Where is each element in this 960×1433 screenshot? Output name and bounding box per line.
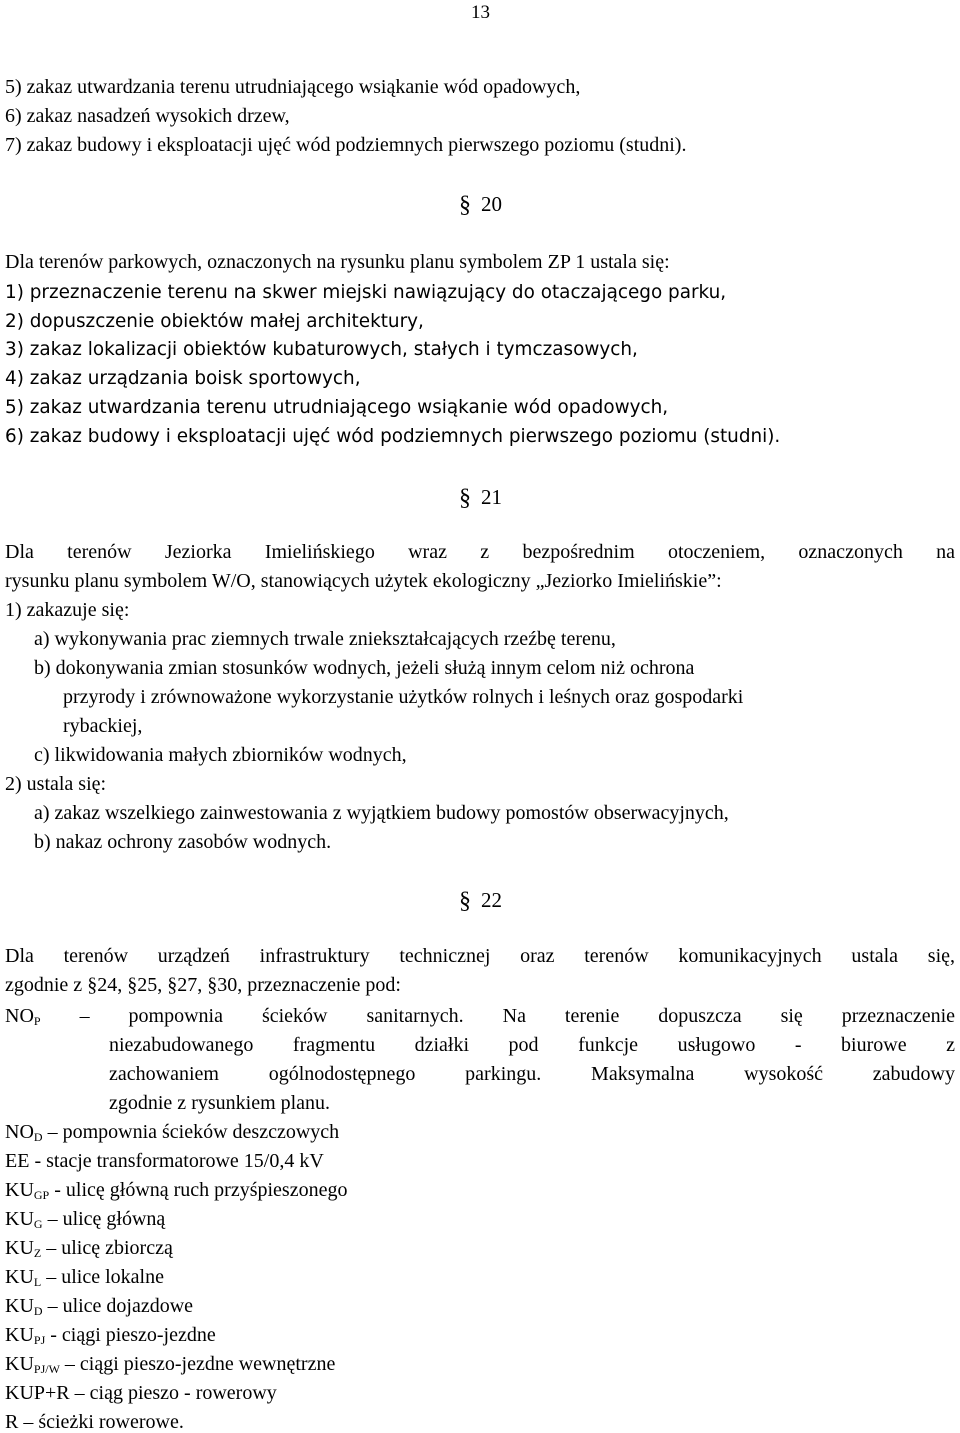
section-intro-line: rysunku planu symbolem W/O, stanowiących użytek ekologiczny „Jeziorko Imielińskie”: bbox=[5, 570, 722, 592]
symbol-description-continuation: zachowaniem ogólnodostępnego parkingu. Maksymalna wysokość zabudowy bbox=[109, 1063, 955, 1085]
symbol-subscript: P bbox=[33, 1014, 41, 1028]
sub-item: a) wykonywania prac ziemnych trwale zniekształcających rzeźbę terenu, bbox=[34, 628, 616, 650]
section-number: 22 bbox=[481, 888, 502, 912]
section-intro: Dla terenów parkowych, oznaczonych na rysunku planu symbolem ZP 1 ustala się: bbox=[5, 251, 670, 273]
symbol-definition bbox=[5, 1151, 324, 1172]
symbol-definition bbox=[5, 1238, 173, 1259]
list-item: 6) zakaz budowy i eksploatacji ujęć wód podziemnych pierwszego poziomu (studni). bbox=[5, 426, 781, 447]
symbol-definition bbox=[5, 1006, 955, 1027]
section-intro-line: zgodnie z §24, §25, §27, §30, przeznaczenie pod: bbox=[5, 974, 401, 996]
symbol-subscript: D bbox=[33, 1304, 43, 1318]
symbol-description: – pompownia ścieków deszczowych bbox=[42, 1121, 340, 1143]
list-item: 3) zakaz lokalizacji obiektów kubaturowych, stałych i tymczasowych, bbox=[5, 339, 638, 360]
list-item: 2) dopuszczenie obiektów małej architektury, bbox=[5, 311, 424, 332]
symbol-definition bbox=[5, 1412, 184, 1433]
page-number: 13 bbox=[471, 2, 490, 23]
symbol-code: R bbox=[5, 1411, 19, 1433]
symbol-subscript: G bbox=[33, 1217, 43, 1231]
point-heading: 1) zakazuje się: bbox=[5, 599, 130, 621]
section-symbol: § bbox=[459, 192, 471, 218]
point-heading: 2) ustala się: bbox=[5, 773, 107, 795]
symbol-subscript: PJ/W bbox=[33, 1362, 60, 1376]
list-item: 5) zakaz utwardzania terenu utrudniającego wsiąkanie wód opadowych, bbox=[5, 397, 669, 418]
symbol-description: – pompownia ścieków sanitarnych. Na terenie dopuszcza się przeznaczenie bbox=[79, 1005, 956, 1027]
section-symbol: § bbox=[459, 485, 471, 511]
section-heading-20 bbox=[459, 193, 502, 217]
section-intro-line: Dla terenów urządzeń infrastruktury technicznej oraz terenów komunikacyjnych ustala się, bbox=[5, 945, 955, 967]
symbol-code: KU bbox=[5, 1324, 34, 1346]
symbol-subscript: PJ bbox=[33, 1333, 46, 1347]
sub-item: b) nakaz ochrony zasobów wodnych. bbox=[34, 831, 332, 853]
sub-item: b) dokonywania zmian stosunków wodnych, jeżeli służą innym celom niż ochrona bbox=[34, 657, 695, 679]
symbol-description: – ulice dojazdowe bbox=[42, 1295, 194, 1317]
sub-item: a) zakaz wszelkiego zainwestowania z wyjątkiem budowy pomostów obserwacyjnych, bbox=[34, 802, 729, 824]
sub-item-continuation: rybackiej, bbox=[63, 715, 143, 737]
section-heading-22 bbox=[459, 889, 502, 913]
list-item: 7) zakaz budowy i eksploatacji ujęć wód podziemnych pierwszego poziomu (studni). bbox=[5, 134, 687, 156]
symbol-definition bbox=[5, 1267, 164, 1288]
list-item: 1) przeznaczenie terenu na skwer miejski nawiązujący do otaczającego parku, bbox=[5, 282, 727, 303]
symbol-code: NO bbox=[5, 1005, 34, 1027]
symbol-description: – ciągi pieszo-jezdne wewnętrzne bbox=[59, 1353, 336, 1375]
section-symbol: § bbox=[459, 888, 471, 914]
symbol-description: – ulice lokalne bbox=[41, 1266, 164, 1288]
symbol-code: KU bbox=[5, 1266, 34, 1288]
symbol-definition bbox=[5, 1296, 193, 1317]
symbol-definition bbox=[5, 1209, 165, 1230]
symbol-code: KU bbox=[5, 1237, 34, 1259]
symbol-definition bbox=[5, 1354, 335, 1375]
symbol-code: KU bbox=[5, 1208, 34, 1230]
symbol-description: - ulicę główną ruch przyśpieszonego bbox=[49, 1179, 348, 1201]
symbol-subscript: Z bbox=[33, 1246, 42, 1260]
sub-item-continuation: przyrody i zrównoważone wykorzystanie użytków rolnych i leśnych oraz gospodarki bbox=[63, 686, 744, 708]
symbol-description: - stacje transformatorowe 15/0,4 kV bbox=[29, 1150, 324, 1172]
symbol-subscript: D bbox=[33, 1130, 43, 1144]
symbol-description: – ciąg pieszo - rowerowy bbox=[69, 1382, 277, 1404]
section-intro-line: Dla terenów Jeziorka Imielińskiego wraz z bezpośrednim otoczeniem, oznaczonych na bbox=[5, 541, 955, 563]
section-number: 21 bbox=[481, 485, 502, 509]
list-item: 6) zakaz nasadzeń wysokich drzew, bbox=[5, 105, 290, 127]
symbol-definition bbox=[5, 1383, 277, 1404]
symbol-definition bbox=[5, 1122, 339, 1143]
symbol-code: KU bbox=[5, 1179, 34, 1201]
symbol-code: EE bbox=[5, 1150, 30, 1172]
symbol-code: KU bbox=[5, 1295, 34, 1317]
symbol-subscript: L bbox=[33, 1275, 42, 1289]
list-item: 4) zakaz urządzania boisk sportowych, bbox=[5, 368, 361, 389]
symbol-subscript: GP bbox=[33, 1188, 50, 1202]
sub-item: c) likwidowania małych zbiorników wodnych, bbox=[34, 744, 407, 766]
section-number: 20 bbox=[481, 192, 502, 216]
symbol-code: KUP+R bbox=[5, 1382, 70, 1404]
symbol-definition bbox=[5, 1325, 216, 1346]
symbol-code: NO bbox=[5, 1121, 34, 1143]
symbol-description: – ulicę zbiorczą bbox=[41, 1237, 173, 1259]
symbol-description-continuation: niezabudowanego fragmentu działki pod funkcje usługowo - biurowe z bbox=[109, 1034, 955, 1056]
list-item: 5) zakaz utwardzania terenu utrudniającego wsiąkanie wód opadowych, bbox=[5, 76, 581, 98]
symbol-code: KU bbox=[5, 1353, 34, 1375]
section-heading-21 bbox=[459, 486, 502, 510]
symbol-description: - ciągi pieszo-jezdne bbox=[45, 1324, 216, 1346]
symbol-definition bbox=[5, 1180, 347, 1201]
symbol-description: – ulicę główną bbox=[42, 1208, 166, 1230]
symbol-description: – ścieżki rowerowe. bbox=[18, 1411, 184, 1433]
symbol-description-continuation: zgodnie z rysunkiem planu. bbox=[109, 1092, 331, 1114]
